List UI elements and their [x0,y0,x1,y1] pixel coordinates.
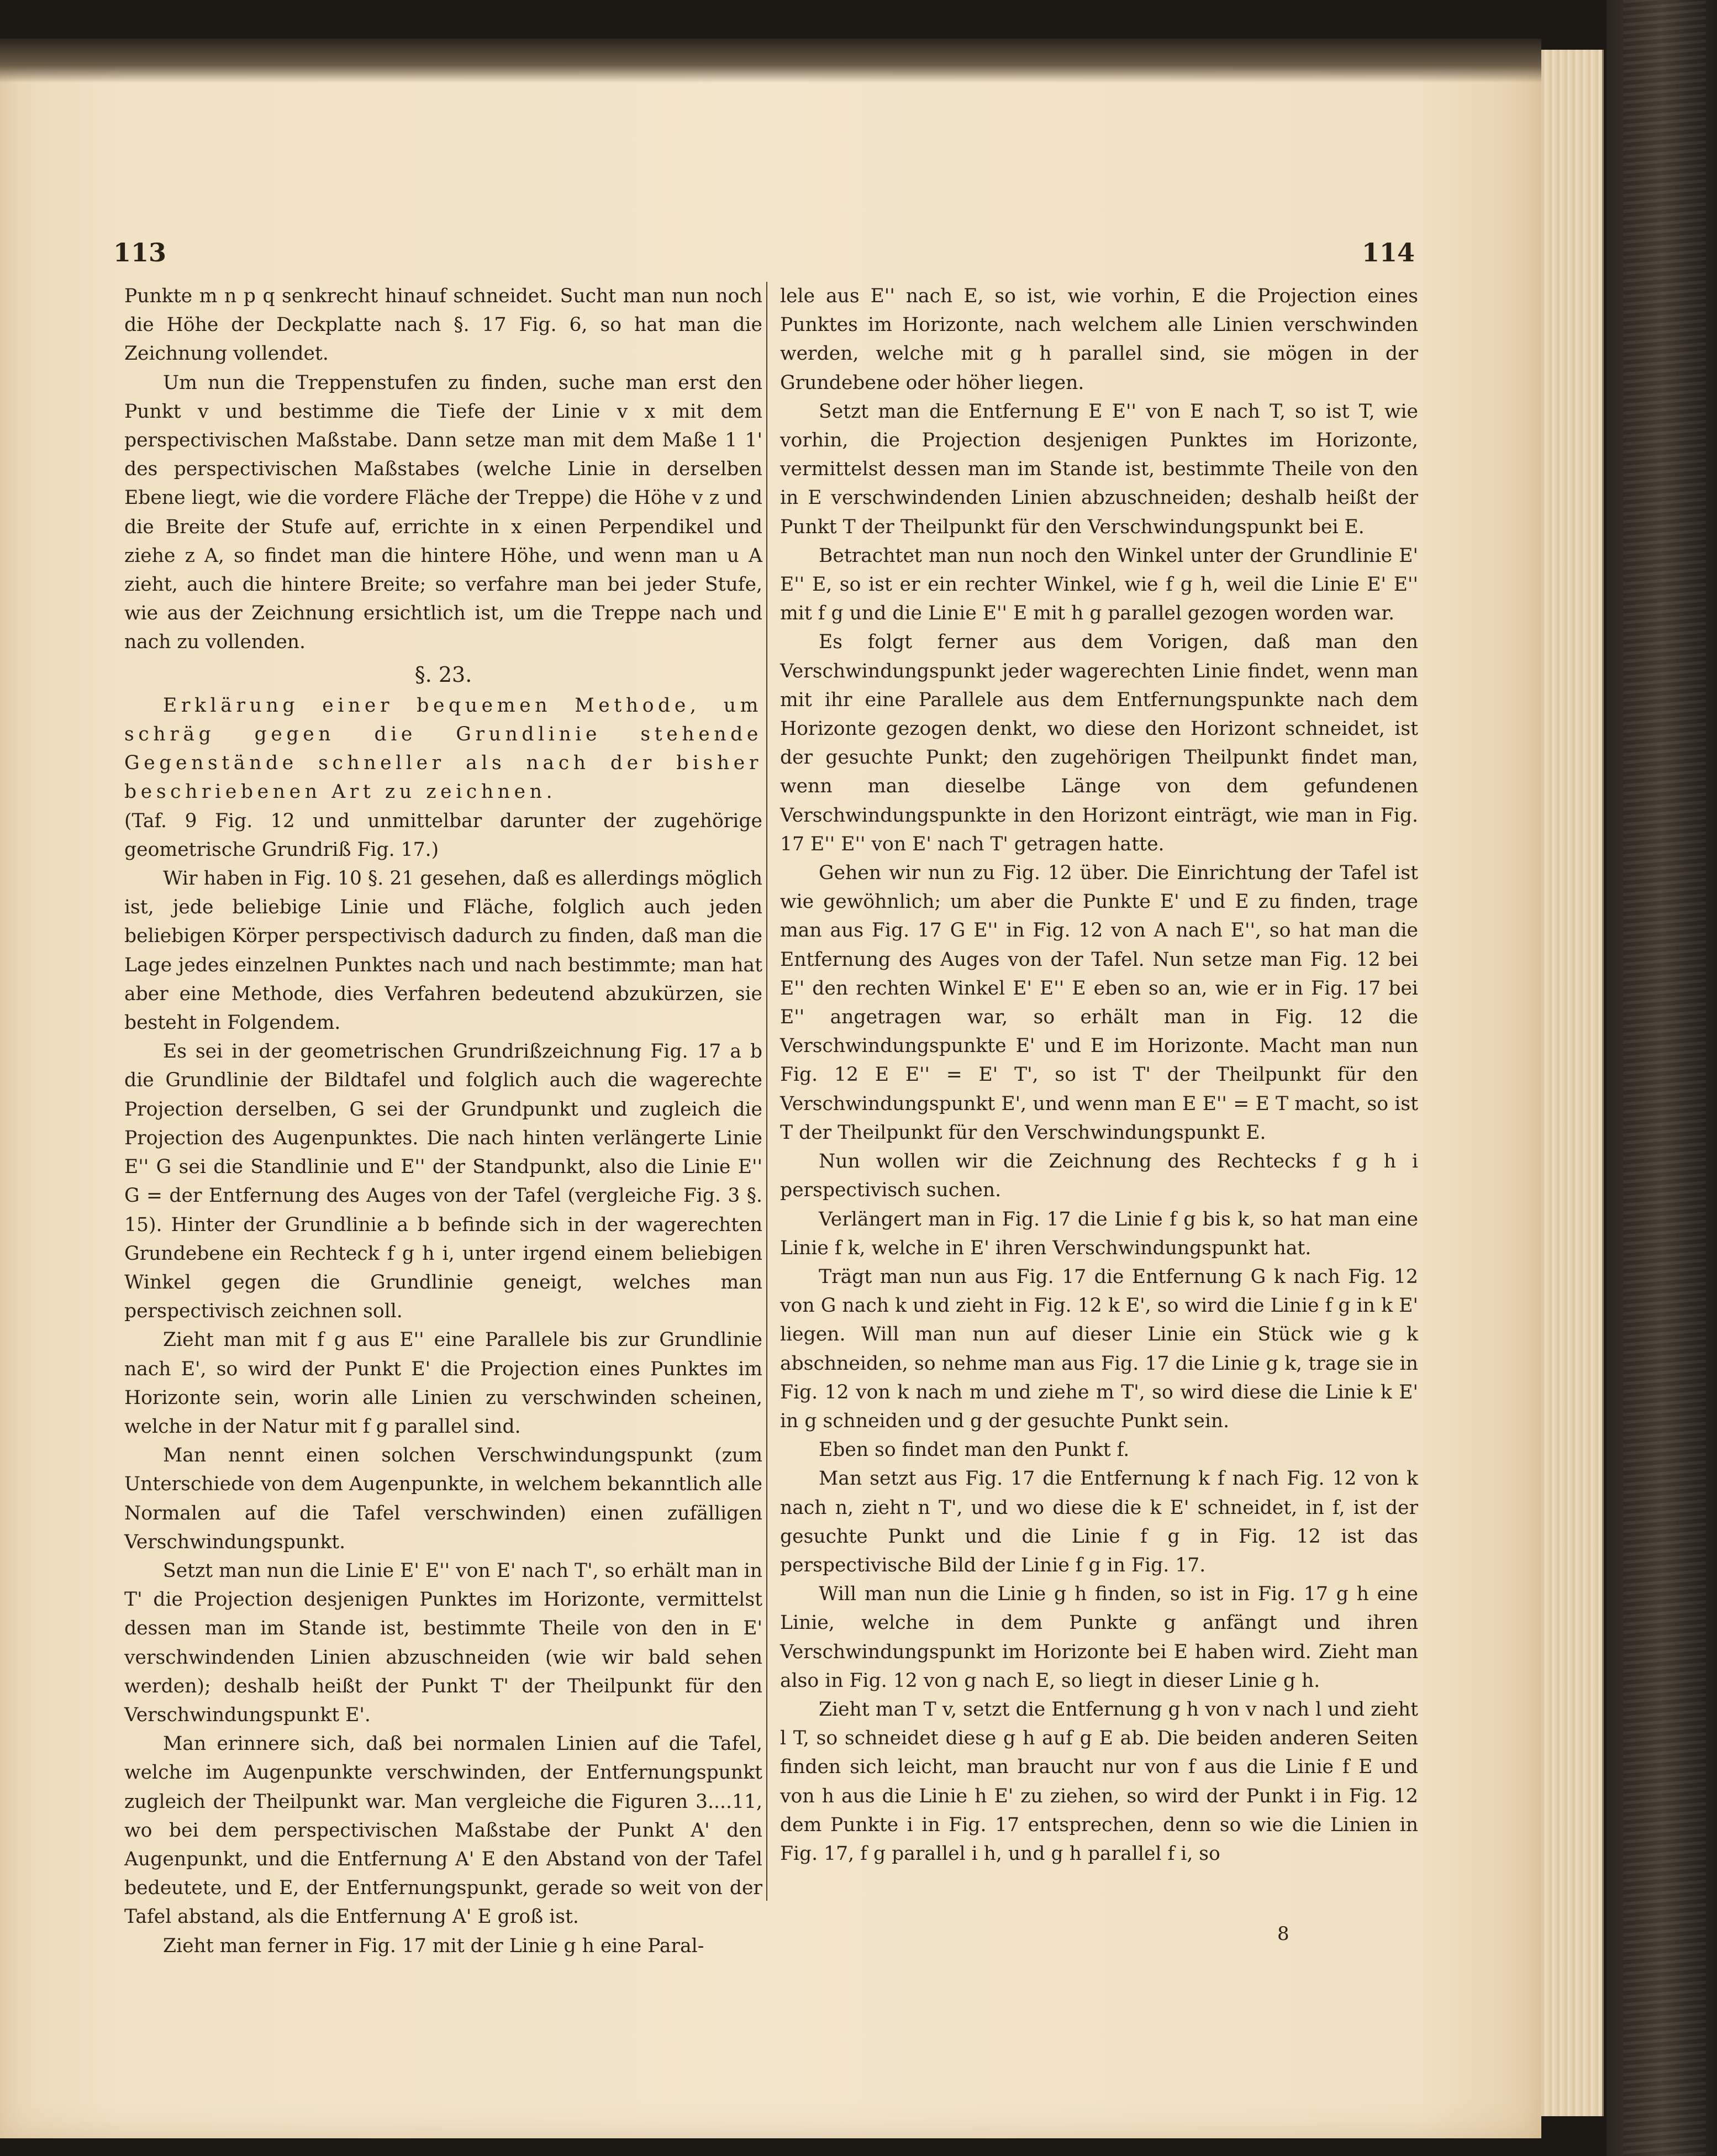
paragraph: Trägt man nun aus Fig. 17 die Entfernung G k nach Fig. 12 von G nach k und zieht in Fig. 12 k E', so wird die Linie f g in k E' liegen. Will man nun auf dieser Linie ein Stück wie g k abschneiden, so nehme man aus Fig. 17 die Linie g k, trage sie in Fig. 12 von k nach m und ziehe m T', so wird diese die Linie k E' in g schneiden und g der gesuchte Punkt sein. [780,1265,1418,1432]
paragraph: Will man nun die Linie g h finden, so ist in Fig. 17 g h eine Linie, welche in dem Punkte g anfängt und ihren Verschwindungspunkt im Horizonte bei E haben wird. Zieht man also in Fig. 12 von g nach E, so liegt in dieser Linie g h. [780,1583,1418,1692]
column-right [780,282,1418,1868]
paragraph: Zieht man T v, setzt die Entfernung g h von v nach l und zieht l T, so schneidet diese g h auf g E ab. Die beiden anderen Seiten finden sich leicht, man braucht nur von f aus die Linie f E und von h aus die Linie h E' zu ziehen, so wird der Punkt i in Fig. 12 dem Punkte i in Fig. 17 entsprechen, denn so wie die Linien in Fig. 17, f g parallel i h, und g h parallel f i, so [780,1698,1418,1865]
column-divider [766,282,767,1901]
page-number-right: 114 [1362,238,1415,267]
paragraph: Eben so findet man den Punkt f. [819,1439,1130,1461]
section-reference: (Taf. 9 Fig. 12 und unmittelbar darunter der zugehörige geometrische Grundriß Fig. 17.) [124,809,762,861]
paragraph: Gehen wir nun zu Fig. 12 über. Die Einrichtung der Tafel ist wie gewöhnlich; um aber die Punkte E' und E zu finden, trage man aus Fig. 17 G E'' in Fig. 12 von A nach E'', so hat man die Entfernung des Auges von der Tafel. Nun setze man Fig. 12 bei E'' den rechten Winkel E' E'' E eben so an, wie er in Fig. 17 bei E'' angetragen war, so erhält man in Fig. 12 die Verschwindungspunkte E' und E im Horizonte. Macht man nun Fig. 12 E E'' = E' T', so ist T' der Theilpunkt für den Verschwindungspunkt E', und wenn man E E'' = E T macht, so ist T der Theilpunkt für den Verschwindungspunkt E. [780,862,1418,1144]
paragraph: Setzt man nun die Linie E' E'' von E' nach T', so erhält man in T' die Projection desjenigen Punktes im Horizonte, vermittelst dessen man im Stande ist, bestimmte Theile von den in E' verschwindenden Linien abzuschneiden (wie wir bald sehen werden); deshalb heißt der Punkt T' der Theilpunkt für den Verschwindungspunkt E'. [124,1559,762,1726]
column-left [124,282,762,1960]
paragraph: Setzt man die Entfernung E E'' von E nach T, so ist T, wie vorhin, die Projection desjenigen Punktes im Horizonte, vermittelst dessen man im Stande ist, bestimmte Theile von den in E verschwindenden Linien abzuschneiden; deshalb heißt der Punkt T der Theilpunkt für den Verschwindungspunkt bei E. [780,400,1418,538]
page-top-shadow [0,39,1541,83]
paragraph: Wir haben in Fig. 10 §. 21 gesehen, daß es allerdings möglich ist, jede beliebige Linie und Fläche, folglich auch jeden beliebigen Körper perspectivisch dadurch zu finden, daß man die Lage jedes einzelnen Punktes nach und nach bestimmte; man hat aber eine Methode, dies Verfahren bedeutend abzukürzen, sie besteht in Folgendem. [124,867,762,1034]
spine-texture [1623,0,1706,2156]
book-page [0,39,1541,2138]
paragraph: Betrachtet man nun noch den Winkel unter der Grundlinie E' E'' E, so ist er ein rechter Winkel, wie f g h, weil die Linie E' E'' mit f g und die Linie E'' E mit h g parallel gezogen worden war. [780,544,1418,625]
paragraph: Man erinnere sich, daß bei normalen Linien auf die Tafel, welche im Augenpunkte verschwinden, der Entfernungspunkt zugleich der Theilpunkt war. Man vergleiche die Figuren 3....11, wo bei dem perspectivischen Maßstabe der Punkt A' den Augenpunkt, und die Entfernung A' E den Abstand von der Tafel bedeutete, und E, der Entfernungspunkt, gerade so weit von der Tafel abstand, als die Entfernung A' E groß ist. [124,1733,762,1928]
paragraph: Nun wollen wir die Zeichnung des Rechtecks f g h i perspectivisch suchen. [780,1150,1418,1202]
paragraph: Um nun die Treppenstufen zu finden, suche man erst den Punkt v und bestimme die Tiefe der Linie v x mit dem perspectivischen Maßstabe. Dann setze man mit dem Maße 1 1' des perspectivischen Maßstabes (welche Linie in derselben Ebene liegt, wie die vordere Fläche der Treppe) die Höhe v z und die Breite der Stufe auf, errichte in x einen Perpendikel und ziehe z A, so findet man die hintere Höhe, und wenn man u A zieht, auch die hintere Breite; so verfahre man bei jeder Stufe, wie aus der Zeichnung ersichtlich ist, um die Treppe nach und nach zu vollenden. [124,371,762,654]
paragraph: lele aus E'' nach E, so ist, wie vorhin, E die Projection eines Punktes im Horizonte, nach welchem alle Linien verschwinden werden, welche mit g h parallel sind, sie mögen in der Grundebene oder höher liegen. [780,285,1418,394]
section-heading: §. 23. [414,662,472,687]
paragraph: Zieht man ferner in Fig. 17 mit der Linie g h eine Paral- [163,1934,704,1957]
page-number-left: 113 [113,238,167,267]
paragraph: Zieht man mit f g aus E'' eine Parallele bis zur Grundlinie nach E', so wird der Punkt E' die Projection eines Punktes im Horizonte sein, worin alle Linien zu verschwinden scheinen, welche in der Natur mit f g parallel sind. [124,1329,762,1438]
section-title: Erklärung einer bequemen Methode, um schräg gegen die Grundlinie stehende Gegenstände schneller als nach der bisher beschriebenen Art zu zeichnen. [124,694,762,803]
paragraph: Es sei in der geometrischen Grundrißzeichnung Fig. 17 a b die Grundlinie der Bildtafel und folglich auch die wagerechte Projection derselben, G sei der Grundpunkt und zugleich die Projection des Augenpunktes. Die nach hinten verlängerte Linie E'' G sei die Standlinie und E'' der Standpunkt, also die Linie E'' G = der Entfernung des Auges von der Tafel (vergleiche Fig. 3 §. 15). Hinter der Grundlinie a b befinde sich in der wagerechten Grundebene ein Rechteck f g h i, unter irgend einem beliebigen Winkel gegen die Grundlinie geneigt, welches man perspectivisch zeichnen soll. [124,1040,762,1323]
paragraph: Es folgt ferner aus dem Vorigen, daß man den Verschwindungspunkt jeder wagerechten Linie findet, wenn man mit ihr eine Parallele aus dem Entfernungspunkte nach dem Horizonte gezogen denkt, wo diese den Horizont schneidet, ist der gesuchte Punkt; den zugehörigen Theilpunkt findet man, wenn man dieselbe Länge von dem gefundenen Verschwindungspunkte in den Horizont einträgt, wie man in Fig. 17 E'' E'' von E' nach T' getragen hatte. [780,631,1418,855]
paragraph: Man nennt einen solchen Verschwindungspunkt (zum Unterschiede von dem Augenpunkte, in welchem bekanntlich alle Normalen auf die Tafel verschwinden) einen zufälligen Verschwindungspunkt. [124,1444,762,1553]
paragraph: Verlängert man in Fig. 17 die Linie f g bis k, so hat man eine Linie f k, welche in E' ihren Verschwindungspunkt hat. [780,1208,1418,1259]
paragraph: Punkte m n p q senkrecht hinauf schneidet. Sucht man nun noch die Höhe der Deckplatte nach §. 17 Fig. 6, so hat man die Zeichnung vollendet. [124,285,762,365]
signature-mark: 8 [1277,1923,1289,1945]
paragraph: Man setzt aus Fig. 17 die Entfernung k f nach Fig. 12 von k nach n, zieht n T', und wo diese die k E' schneidet, in f, ist der gesuchte Punkt und die Linie f g in Fig. 12 ist das perspectivische Bild der Linie f g in Fig. 17. [780,1468,1418,1576]
